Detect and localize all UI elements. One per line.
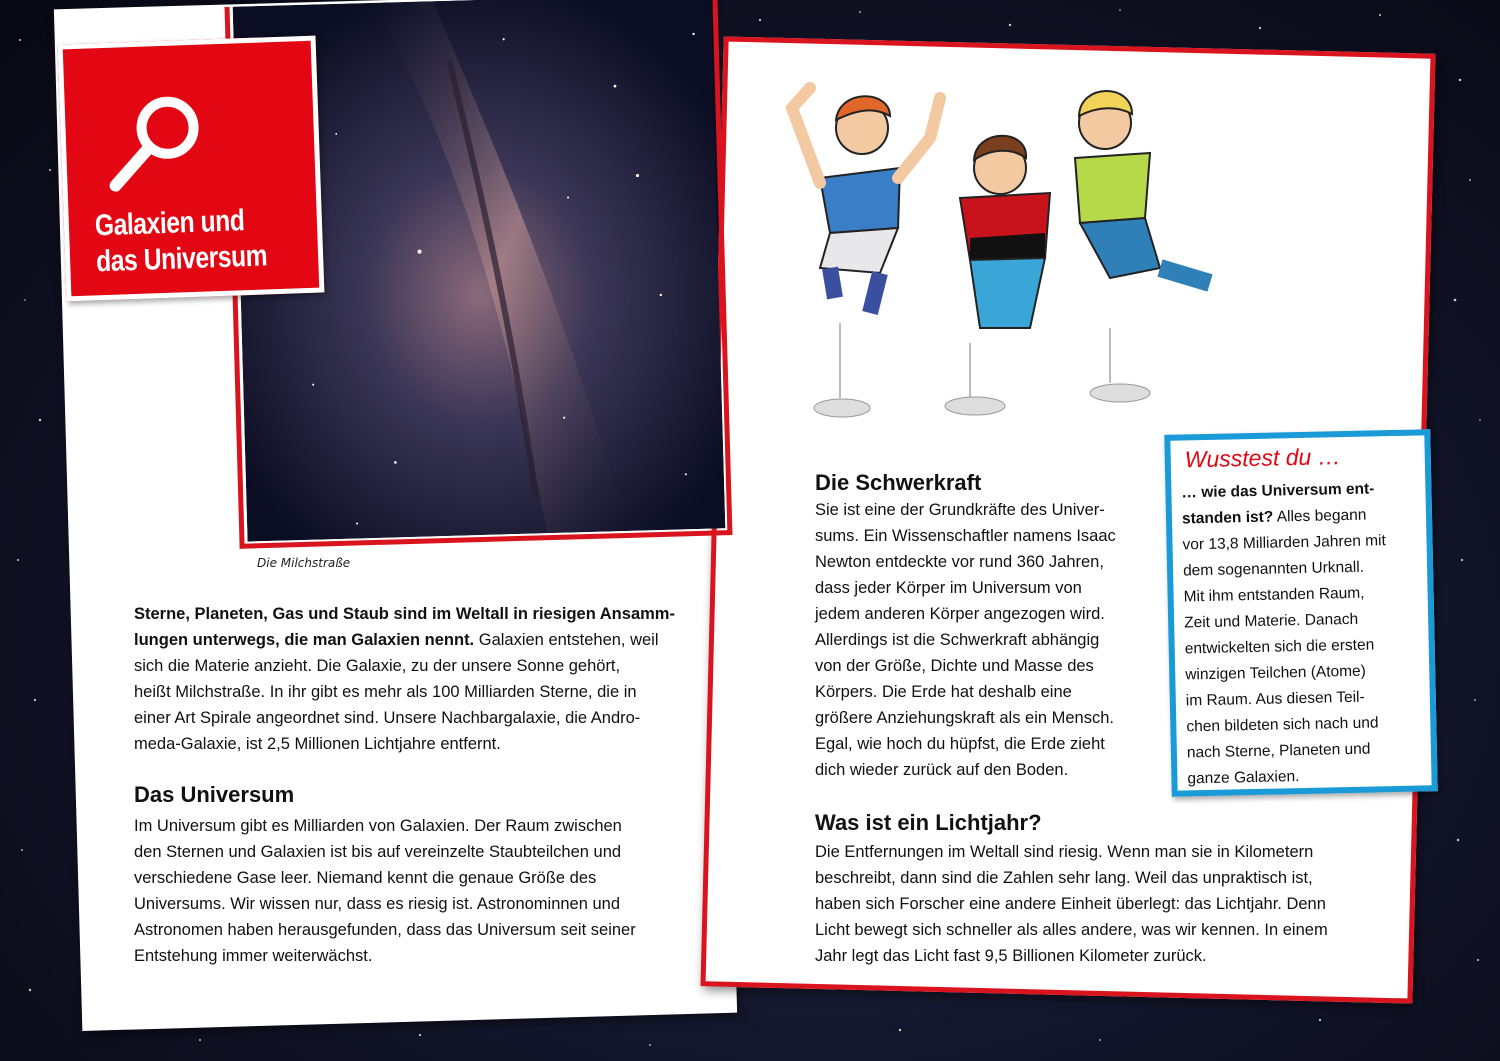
magnifier-icon xyxy=(104,90,207,193)
kid-orange-hair xyxy=(792,88,940,417)
paragraph-universum: Im Universum gibt es Milliarden von Galaxien. Der Raum zwischen den Sternen und Galaxien ist bis auf vereinzelte Staubteilchen und verschiedene Gase leer. Niemand kennt die genaue Größe des Universums. Wir wissen nur, dass es riesig ist. Astronominnen und Astronomen haben herausgefunden, dass das Universum seit seiner Entstehung immer weiterwächst. xyxy=(134,817,636,965)
kid-brown-hair xyxy=(945,136,1050,415)
intro-bold: Sterne, Planeten, Gas und Staub sind im Weltall in riesigen Ansamm- lungen unterwegs, die man Galaxien nennt. xyxy=(134,605,675,649)
did-you-know-question: … wie das Universum ent- standen ist? xyxy=(1181,480,1375,528)
title-box xyxy=(58,36,325,302)
did-you-know-title: Wusstest du … xyxy=(1184,443,1341,473)
did-you-know-text xyxy=(1181,475,1433,792)
did-you-know-box xyxy=(1164,429,1438,796)
heading-lichtjahr: Was ist ein Lichtjahr? xyxy=(815,810,1042,835)
paragraph-lichtjahr: Die Entfernungen im Weltall sind riesig. Wenn man sie in Kilometern beschreibt, dann sind die Zahlen sehr lang. Weil das unpraktisch ist, haben sich Forscher eine andere Einheit überlegt: das Lichtjahr. Denn Licht bewegt sich schneller als alles andere, was wir kennen. In einem Jahr legt das Licht fast 9,5 Billionen Kilometer zurück. xyxy=(815,843,1328,965)
paragraph-schwerkraft: Sie ist eine der Grundkräfte des Univer- sums. Ein Wissenschaftler namens Isaac Newton entdeckte vor rund 360 Jahren, dass jeder Körper im Universum von jedem anderen Körper angezogen wird. Allerdings ist die Schwerkraft abhängig von der Größe, Dichte und Masse des Körpers. Die Erde hat deshalb eine größere Anziehungskraft als ein Mensch. Egal, wie hoch du hüpfst, die Erde zieht dich wieder zurück auf den Boden. xyxy=(815,501,1116,779)
heading-schwerkraft: Die Schwerkraft xyxy=(815,470,982,495)
page-title: Galaxien und das Universum xyxy=(94,204,268,279)
kid-blonde-hair xyxy=(1075,91,1210,402)
photo-caption: Die Milchstraße xyxy=(257,556,351,570)
intro-rest: Galaxien entstehen, weil sich die Materie anzieht. Die Galaxie, zu der unsere Sonne gehört, heißt Milchstraße. In ihr gibt es mehr als 100 Milliarden Sterne, die in einer Art Spirale angeordnet sind. Unsere Nachbargalaxie, die Andro- meda-Galaxie, ist 2,5 Millionen Lichtjahre entfernt. xyxy=(134,631,659,753)
intro-paragraph xyxy=(134,601,694,757)
jumping-kids-illustration xyxy=(780,28,1250,438)
did-you-know-answer: Alles begann vor 13,8 Milliarden Jahren mit dem sogenannten Urknall. Mit ihm entstanden Raum, Zeit und Materie. Danach entwickelten sich die ersten winzigen Teilchen (Atome) im Raum. Aus diesen Teil- chen bildeten sich nach und nach Sterne, Planeten und ganze Galaxien. xyxy=(1182,506,1386,788)
heading-universum: Das Universum xyxy=(134,782,295,807)
